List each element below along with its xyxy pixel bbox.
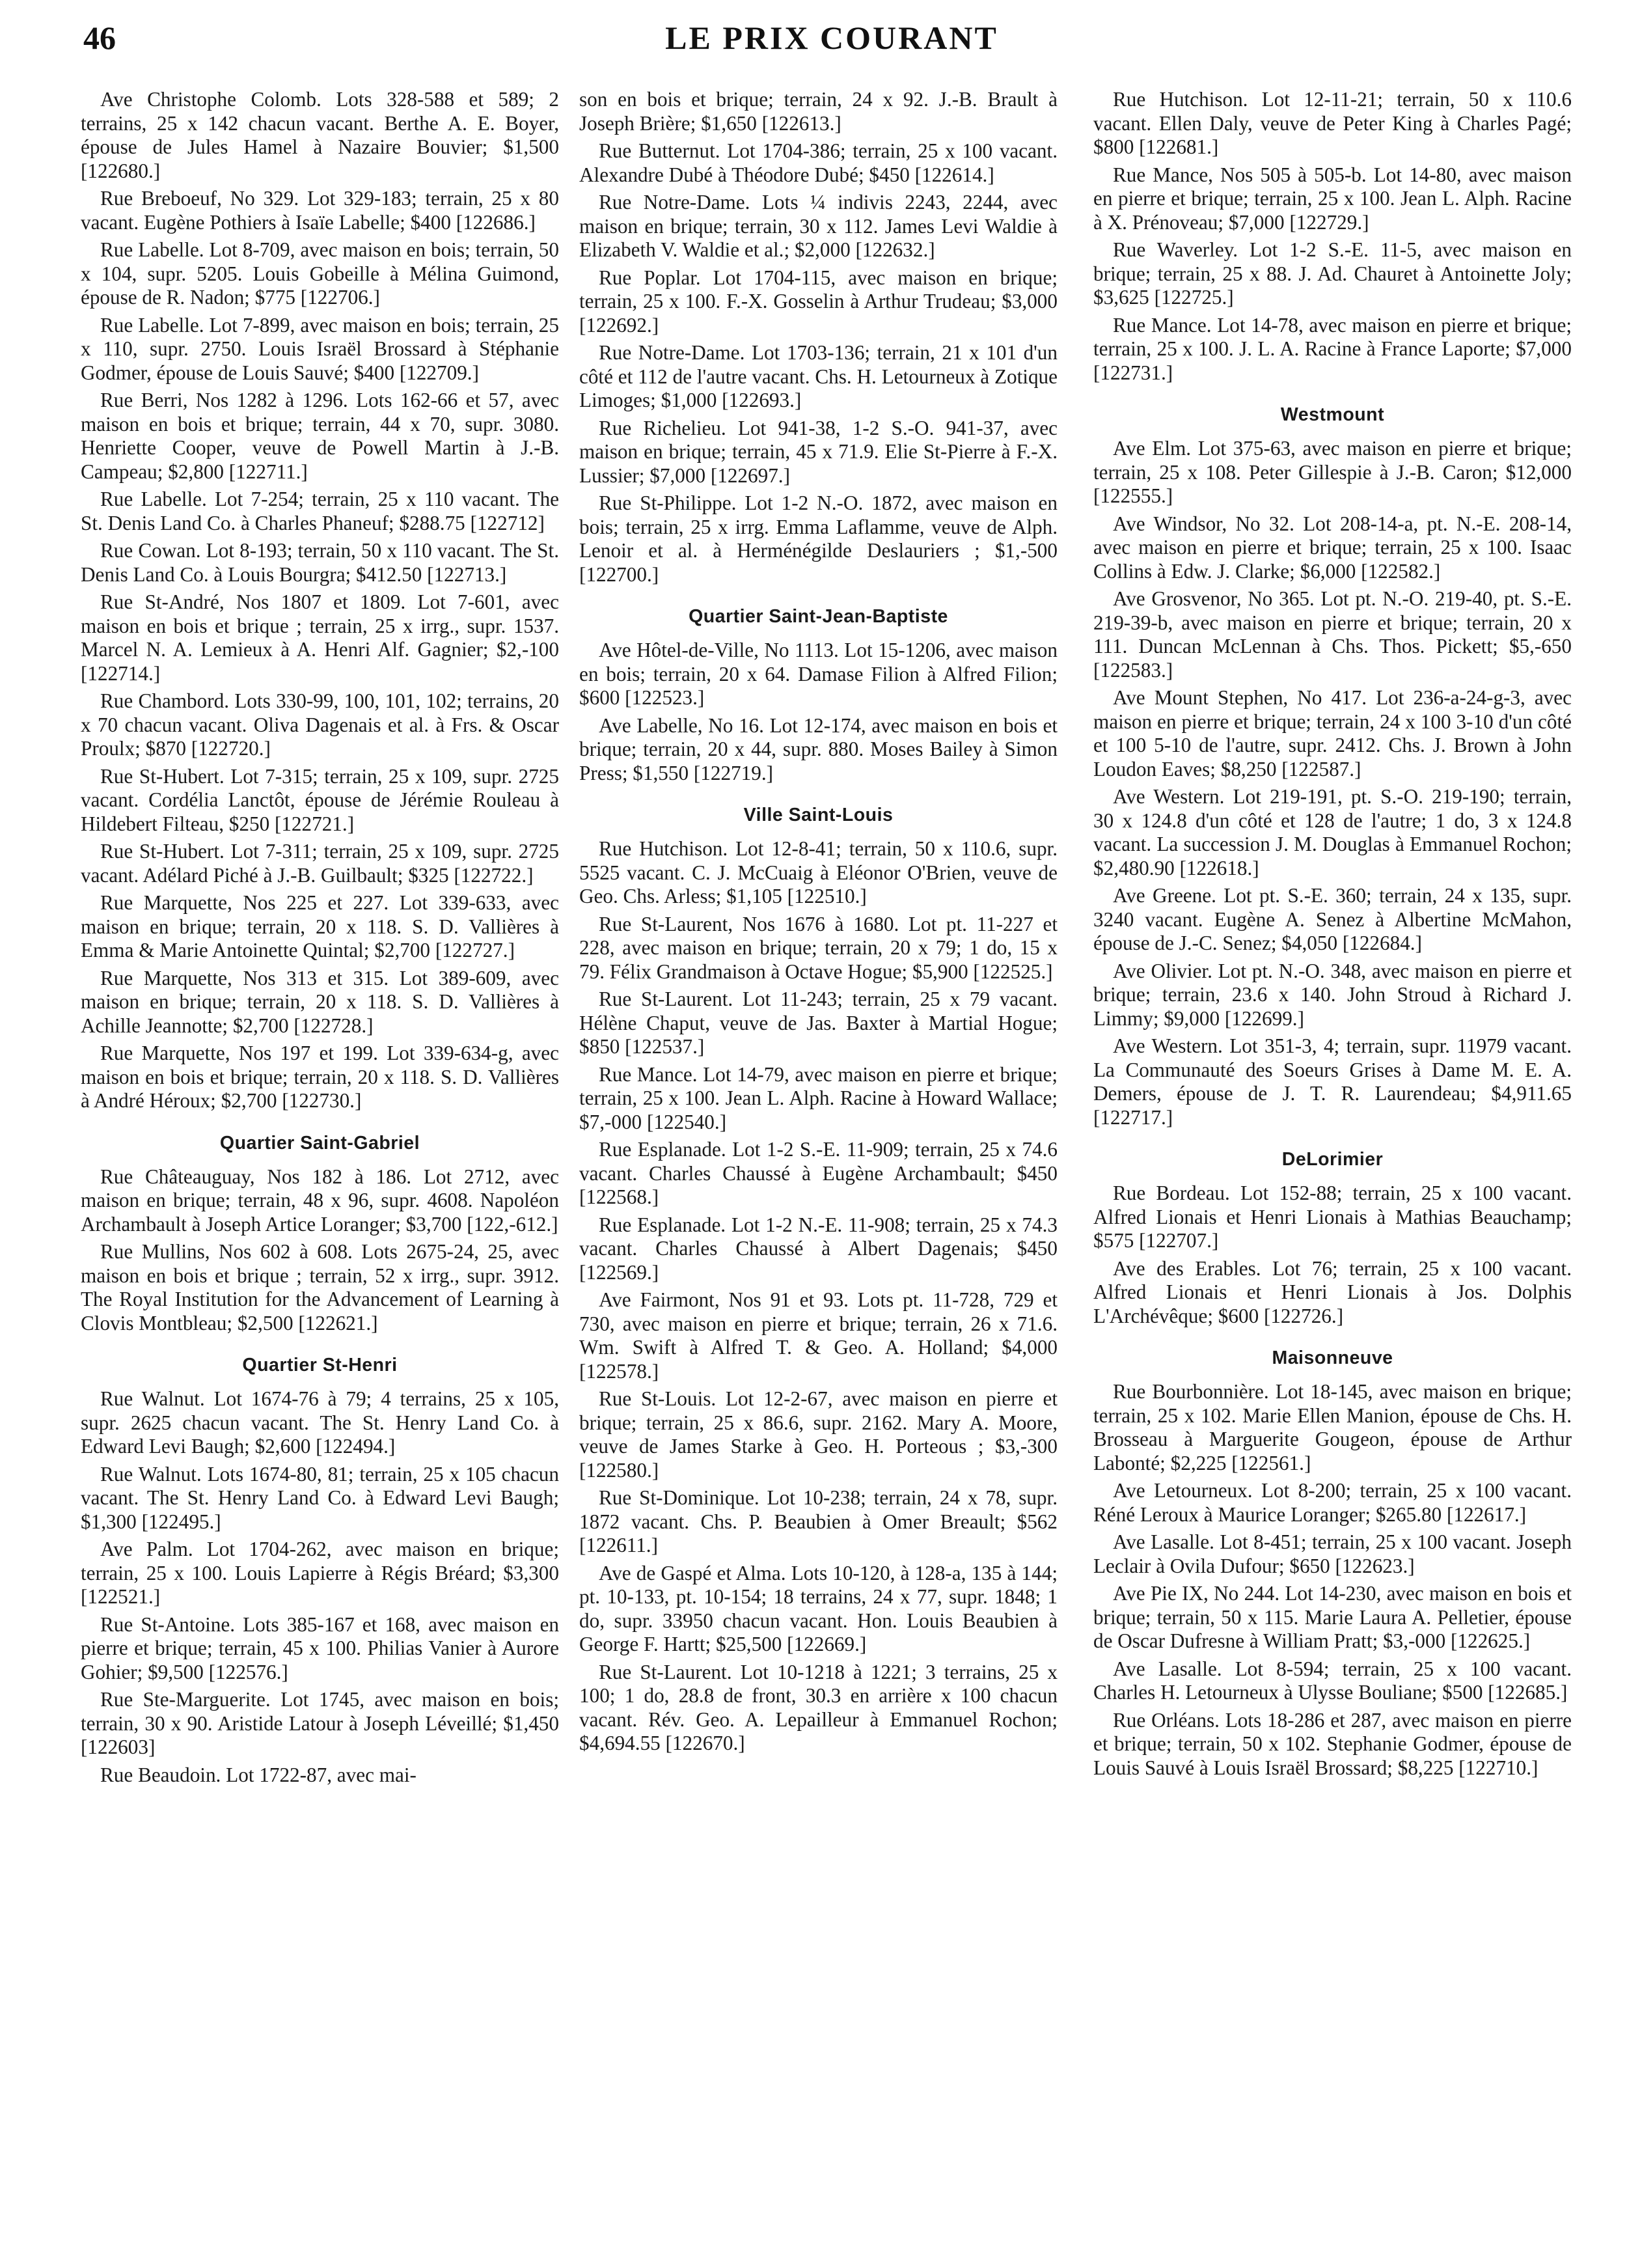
listing-entry: Ave Pie IX, No 244. Lot 14-230, avec maison en bois et brique; terrain, 50 x 115. Marie Laura A. Pelletier, épouse de Oscar Dufresne à William Pratt; $3,-000 [122625.] <box>1093 1582 1572 1652</box>
listing-entry: Rue Mullins, Nos 602 à 608. Lots 2675-24, 25, avec maison en bois et brique ; terrain, 52 x irrg., supr. 3912. The Royal Institution for the Advancement of Learning à Clovis Montbleau; $2,500 [122621.] <box>81 1240 559 1335</box>
section-heading: Quartier St-Henri <box>242 1355 398 1376</box>
listing-entry: Rue St-Laurent. Lot 11-243; terrain, 25 x 79 vacant. Hélène Chaput, veuve de Jas. Baxter à Martial Hogue; $850 [122537.] <box>579 988 1058 1058</box>
listing-entry: Rue Butternut. Lot 1704-386; terrain, 25 x 100 vacant. Alexandre Dubé à Théodore Dubé; $450 [122614.] <box>579 139 1058 186</box>
listing-entry: Rue Labelle. Lot 8-709, avec maison en bois; terrain, 50 x 104, supr. 5205. Louis Gobeille à Mélina Guimond, épouse de R. Nadon; $775 [122706.] <box>81 238 559 309</box>
section-heading: Maisonneuve <box>1272 1348 1393 1368</box>
listing-entry: Ave Windsor, No 32. Lot 208-14-a, pt. N.-E. 208-14, avec maison en pierre et brique; terrain, 25 x 100. Isaac Collins à Edw. J. Clarke; $6,000 [122582.] <box>1093 512 1572 583</box>
listing-entry: Ave Palm. Lot 1704-262, avec maison en brique; terrain, 25 x 100. Louis Lapierre à Régis Bréard; $3,300 [122521.] <box>81 1538 559 1608</box>
listing-entry: Rue St-Laurent. Lot 10-1218 à 1221; 3 terrains, 25 x 100; 1 do, 28.8 de front, 30.3 en arrière x 100 chacun vacant. Rév. Geo. A. Lepailleur à Emmanuel Rochon; $4,694.55 [122670.] <box>579 1660 1058 1754</box>
listing-entry: Ave Grosvenor, No 365. Lot pt. N.-O. 219-40, pt. S.-E. 219-39-b, avec maison en pierre et brique; terrain, 20 x 111. Duncan McLennan à Chs. Thos. Pickett; $5,-650 [122583.] <box>1093 587 1572 682</box>
column-2 <box>579 88 1058 1756</box>
listing-entry: Rue Bourbonnière. Lot 18-145, avec maison en brique; terrain, 25 x 102. Marie Ellen Manion, épouse de Chs. H. Brosseau à Marguerite Gougeon, épouse de Arthur Labonté; $2,225 [122561.] <box>1093 1380 1572 1474</box>
listing-entry: Rue Esplanade. Lot 1-2 S.-E. 11-909; terrain, 25 x 74.6 vacant. Charles Chaussé à Eugène Archambault; $450 [122568.] <box>579 1138 1058 1208</box>
listing-entry: Rue Breboeuf, No 329. Lot 329-183; terrain, 25 x 80 vacant. Eugène Pothiers à Isaïe Labelle; $400 [122686.] <box>81 187 559 234</box>
section-heading: DeLorimier <box>1281 1149 1384 1170</box>
listing-entry: Rue Marquette, Nos 197 et 199. Lot 339-634-g, avec maison en bois et brique; terrain, 20 x 118. S. D. Vallières à André Héroux; $2,700 [122730.] <box>81 1042 559 1112</box>
listing-entry: Rue Cowan. Lot 8-193; terrain, 50 x 110 vacant. The St. Denis Land Co. à Louis Bourgra; $412.50 [122713.] <box>81 539 559 586</box>
listing-entry: Ave Greene. Lot pt. S.-E. 360; terrain, 24 x 135, supr. 3240 vacant. Eugène A. Senez à Albertine McMahon, épouse de J.-C. Senez; $4,050 [122684.] <box>1093 884 1572 954</box>
listing-entry: Rue Mance, Nos 505 à 505-b. Lot 14-80, avec maison en pierre et brique; terrain, 25 x 100. Jean L. Alph. Racine à X. Prénoveau; $7,000 [122729.] <box>1093 163 1572 234</box>
listing-entry: Rue Waverley. Lot 1-2 S.-E. 11-5, avec maison en brique; terrain, 25 x 88. J. Ad. Chauret à Antoinette Joly; $3,625 [122725.] <box>1093 238 1572 309</box>
listing-entry: Rue Mance. Lot 14-78, avec maison en pierre et brique; terrain, 25 x 100. J. L. A. Racine à France Laporte; $7,000 [122731.] <box>1093 313 1572 384</box>
section-heading: Quartier Saint-Jean-Baptiste <box>689 606 948 627</box>
listing-entry: Rue Marquette, Nos 225 et 227. Lot 339-633, avec maison en brique; terrain, 20 x 118. S. D. Vallières à Emma & Marie Antoinette Quintal; $2,700 [122727.] <box>81 891 559 961</box>
listing-entry: Rue Beaudoin. Lot 1722-87, avec mai- <box>100 1763 417 1786</box>
listing-entry: Rue Hutchison. Lot 12-11-21; terrain, 50 x 110.6 vacant. Ellen Daly, veuve de Peter King à Charles Pagé; $800 [122681.] <box>1093 88 1572 158</box>
page-header <box>83 18 1580 64</box>
listing-entry: Rue St-Laurent, Nos 1676 à 1680. Lot pt. 11-227 et 228, avec maison en brique; terrain, 20 x 79; 1 do, 15 x 79. Félix Grandmaison à Octave Hogue; $5,900 [122525.] <box>579 912 1058 983</box>
column-3 <box>1093 88 1572 1780</box>
listing-entry: Rue Berri, Nos 1282 à 1296. Lots 162-66 et 57, avec maison en bois et brique; terrain, 44 x 70, supr. 3080. Henriette Cooper, veuve de Powell Martin à J.-B. Campeau; $2,800 [122711.] <box>81 389 559 483</box>
column-1 <box>81 88 559 1787</box>
listing-entry: Rue St-Hubert. Lot 7-311; terrain, 25 x 109, supr. 2725 vacant. Adélard Piché à J.-B. Guilbault; $325 [122722.] <box>81 840 559 887</box>
section-heading: Quartier Saint-Gabriel <box>219 1132 420 1154</box>
listing-entry: Rue St-Antoine. Lots 385-167 et 168, avec maison en pierre et brique; terrain, 45 x 100. Philias Vanier à Aurore Gohier; $9,500 [122576.] <box>81 1612 559 1683</box>
listing-entry: Rue Notre-Dame. Lots ¼ indivis 2243, 2244, avec maison en brique; terrain, 30 x 112. James Levi Waldie à Elizabeth V. Waldie et al.; $2,000 [122632.] <box>579 191 1058 261</box>
listing-entry: Ave Western. Lot 219-191, pt. S.-O. 219-190; terrain, 30 x 124.8 d'un côté et 128 de l'autre; 1 do, 3 x 124.8 vacant. La succession J. M. Douglas à Emmanuel Rochon; $2,480.90 [122618.] <box>1093 785 1572 879</box>
listing-entry: Rue Walnut. Lots 1674-80, 81; terrain, 25 x 105 chacun vacant. The St. Henry Land Co. à Edward Levi Baugh; $1,300 [122495.] <box>81 1462 559 1533</box>
listing-entry: Ave Olivier. Lot pt. N.-O. 348, avec maison en pierre et brique; terrain, 23.6 x 140. John Stroud à Richard J. Limmy; $9,000 [122699.] <box>1093 959 1572 1030</box>
listing-entry: Rue Châteauguay, Nos 182 à 186. Lot 2712, avec maison en brique; terrain, 48 x 96, supr. 4608. Napoléon Archambault à Joseph Artice Loranger; $3,700 [122,-612.] <box>81 1165 559 1236</box>
listing-entry: Rue Poplar. Lot 1704-115, avec maison en brique; terrain, 25 x 100. F.-X. Gosselin à Arthur Trudeau; $3,000 [122692.] <box>579 266 1058 337</box>
page-number: 46 <box>83 20 116 56</box>
listing-entry: Rue Esplanade. Lot 1-2 N.-E. 11-908; terrain, 25 x 74.3 vacant. Charles Chaussé à Albert Dagenais; $450 [122569.] <box>579 1213 1058 1284</box>
listing-entry: Rue St-Hubert. Lot 7-315; terrain, 25 x 109, supr. 2725 vacant. Cordélia Lanctôt, épouse de Jérémie Rouleau à Hildebert Filteau, $250 [122721.] <box>81 764 559 835</box>
listing-entry: Ave Elm. Lot 375-63, avec maison en pierre et brique; terrain, 25 x 108. Peter Gillespie à J.-B. Caron; $12,000 [122555.] <box>1093 437 1572 507</box>
listing-entry: Ave Lasalle. Lot 8-594; terrain, 25 x 100 vacant. Charles H. Letourneux à Ulysse Bouliane; $500 [122685.] <box>1093 1657 1572 1704</box>
listing-entry: Ave Lasalle. Lot 8-451; terrain, 25 x 100 vacant. Joseph Leclair à Ovila Dufour; $650 [122623.] <box>1093 1530 1572 1577</box>
listing-entry: Ave Western. Lot 351-3, 4; terrain, supr. 11979 vacant. La Communauté des Soeurs Grises à Dame M. E. A. Demers, épouse de J. T. R. Laurendeau; $4,911.65 [122717.] <box>1093 1034 1572 1129</box>
listing-entry: Ave Labelle, No 16. Lot 12-174, avec maison en bois et brique; terrain, 20 x 44, supr. 880. Moses Bailey à Simon Press; $1,550 [122719.] <box>579 713 1058 784</box>
listing-entry: Ave des Erables. Lot 76; terrain, 25 x 100 vacant. Alfred Lionais et Henri Lionais à Jos. Dolphis L'Archévêque; $600 [122726.] <box>1093 1256 1572 1327</box>
listing-entry: Rue St-Dominique. Lot 10-238; terrain, 24 x 78, supr. 1872 vacant. Chs. P. Beaubien à Omer Breault; $562 [122611.] <box>579 1486 1058 1556</box>
listing-entry: Rue Orléans. Lots 18-286 et 287, avec maison en pierre et brique; terrain, 50 x 102. Stephanie Godmer, épouse de Louis Sauvé à Louis Israël Brossard; $8,225 [122710.] <box>1093 1708 1572 1779</box>
listing-entry: Rue Mance. Lot 14-79, avec maison en pierre et brique; terrain, 25 x 100. Jean L. Alph. Racine à Howard Wallace; $7,-000 [122540.] <box>579 1062 1058 1133</box>
listing-entry: Ave Hôtel-de-Ville, No 1113. Lot 15-1206, avec maison en bois; terrain, 20 x 64. Damase Filion à Alfred Filion; $600 [122523.] <box>579 639 1058 709</box>
listing-entry: Rue Labelle. Lot 7-254; terrain, 25 x 110 vacant. The St. Denis Land Co. à Charles Phaneuf; $288.75 [122712] <box>81 488 559 534</box>
listing-entry: Rue Hutchison. Lot 12-8-41; terrain, 50 x 110.6, supr. 5525 vacant. C. J. McCuaig à Eléonor O'Brien, veuve de Geo. Chs. Arless; $1,105 [122510.] <box>579 837 1058 907</box>
listing-entry: Rue Marquette, Nos 313 et 315. Lot 389-609, avec maison en brique; terrain, 20 x 118. S. D. Vallières à Achille Jeannotte; $2,700 [122728.] <box>81 966 559 1037</box>
listing-entry: Ave de Gaspé et Alma. Lots 10-120, à 128-a, 135 à 144; pt. 10-133, pt. 10-154; 18 terrains, 24 x 77, supr. 1848; 1 do, supr. 33950 chacun vacant. Hon. Louis Beaubien à George F. Hartt; $25,500 [122669.] <box>579 1561 1058 1655</box>
listing-entry: Rue St-André, Nos 1807 et 1809. Lot 7-601, avec maison en bois et brique ; terrain, 25 x irrg., supr. 1537. Marcel N. A. Lemieux à A. Henri Alf. Gagnier; $2,-100 [122714.] <box>81 590 559 685</box>
journal-title: LE PRIX COURANT <box>665 20 998 56</box>
listing-entry: Ave Christophe Colomb. Lots 328-588 et 589; 2 terrains, 25 x 142 chacun vacant. Berthe A. E. Boyer, épouse de Jules Hamel à Nazaire Bouvier; $1,500 [122680.] <box>81 88 559 182</box>
listing-entry: Rue Labelle. Lot 7-899, avec maison en bois; terrain, 25 x 110, supr. 2750. Louis Israël Brossard à Stéphanie Godmer, épouse de Louis Sauvé; $400 [122709.] <box>81 313 559 384</box>
listing-entry: Rue Bordeau. Lot 152-88; terrain, 25 x 100 vacant. Alfred Lionais et Henri Lionais à Mathias Beauchamp; $575 [122707.] <box>1093 1182 1572 1252</box>
listing-entry: Ave Letourneux. Lot 8-200; terrain, 25 x 100 vacant. Réné Leroux à Maurice Loranger; $265.80 [122617.] <box>1093 1479 1572 1526</box>
listing-entry: Rue Walnut. Lot 1674-76 à 79; 4 terrains, 25 x 105, supr. 2625 chacun vacant. The St. Henry Land Co. à Edward Levi Baugh; $2,600 [122494.] <box>81 1387 559 1458</box>
listing-entry: Rue Richelieu. Lot 941-38, 1-2 S.-O. 941-37, avec maison en brique; terrain, 45 x 71.9. Elie St-Pierre à F.-X. Lussier; $7,000 [122697.] <box>579 416 1058 487</box>
listing-entry: Rue Notre-Dame. Lot 1703-136; terrain, 21 x 101 d'un côté et 112 de l'autre vacant. Chs. H. Letourneux à Zotique Limoges; $1,000 [122693.] <box>579 341 1058 411</box>
listing-entry: Rue St-Louis. Lot 12-2-67, avec maison en pierre et brique; terrain, 25 x 86.6, supr. 2162. Mary A. Moore, veuve de James Starke à Geo. H. Porteous ; $3,-300 [122580.] <box>579 1387 1058 1482</box>
listing-entry: Ave Fairmont, Nos 91 et 93. Lots pt. 11-728, 729 et 730, avec maison en pierre et brique; terrain, 26 x 71.6. Wm. Swift à Alfred T. & Geo. A. Holland; $4,000 [122578.] <box>579 1288 1058 1383</box>
section-heading: Westmount <box>1280 404 1385 425</box>
listing-entry: son en bois et brique; terrain, 24 x 92. J.-B. Brault à Joseph Brière; $1,650 [122613.] <box>579 88 1058 135</box>
listing-entry: Rue Chambord. Lots 330-99, 100, 101, 102; terrains, 20 x 70 chacun vacant. Oliva Dagenais et al. à Frs. & Oscar Proulx; $870 [122720.] <box>81 689 559 760</box>
section-heading: Ville Saint-Louis <box>743 805 894 825</box>
listing-entry: Rue Ste-Marguerite. Lot 1745, avec maison en bois; terrain, 30 x 90. Aristide Latour à Joseph Léveillé; $1,450 [122603] <box>81 1688 559 1758</box>
listing-entry: Ave Mount Stephen, No 417. Lot 236-a-24-g-3, avec maison en pierre et brique; terrain, 24 x 100 3-10 d'un côté et 100 5-10 de l'autre, supr. 2412. Chs. J. Brown à John Loudon Eaves; $8,250 [122587.] <box>1093 686 1572 781</box>
listing-entry: Rue St-Philippe. Lot 1-2 N.-O. 1872, avec maison en bois; terrain, 25 x irrg. Emma Laflamme, veuve de Alph. Lenoir et al. à Herménégilde Deslauriers ; $1,-500 [122700.] <box>579 491 1058 586</box>
